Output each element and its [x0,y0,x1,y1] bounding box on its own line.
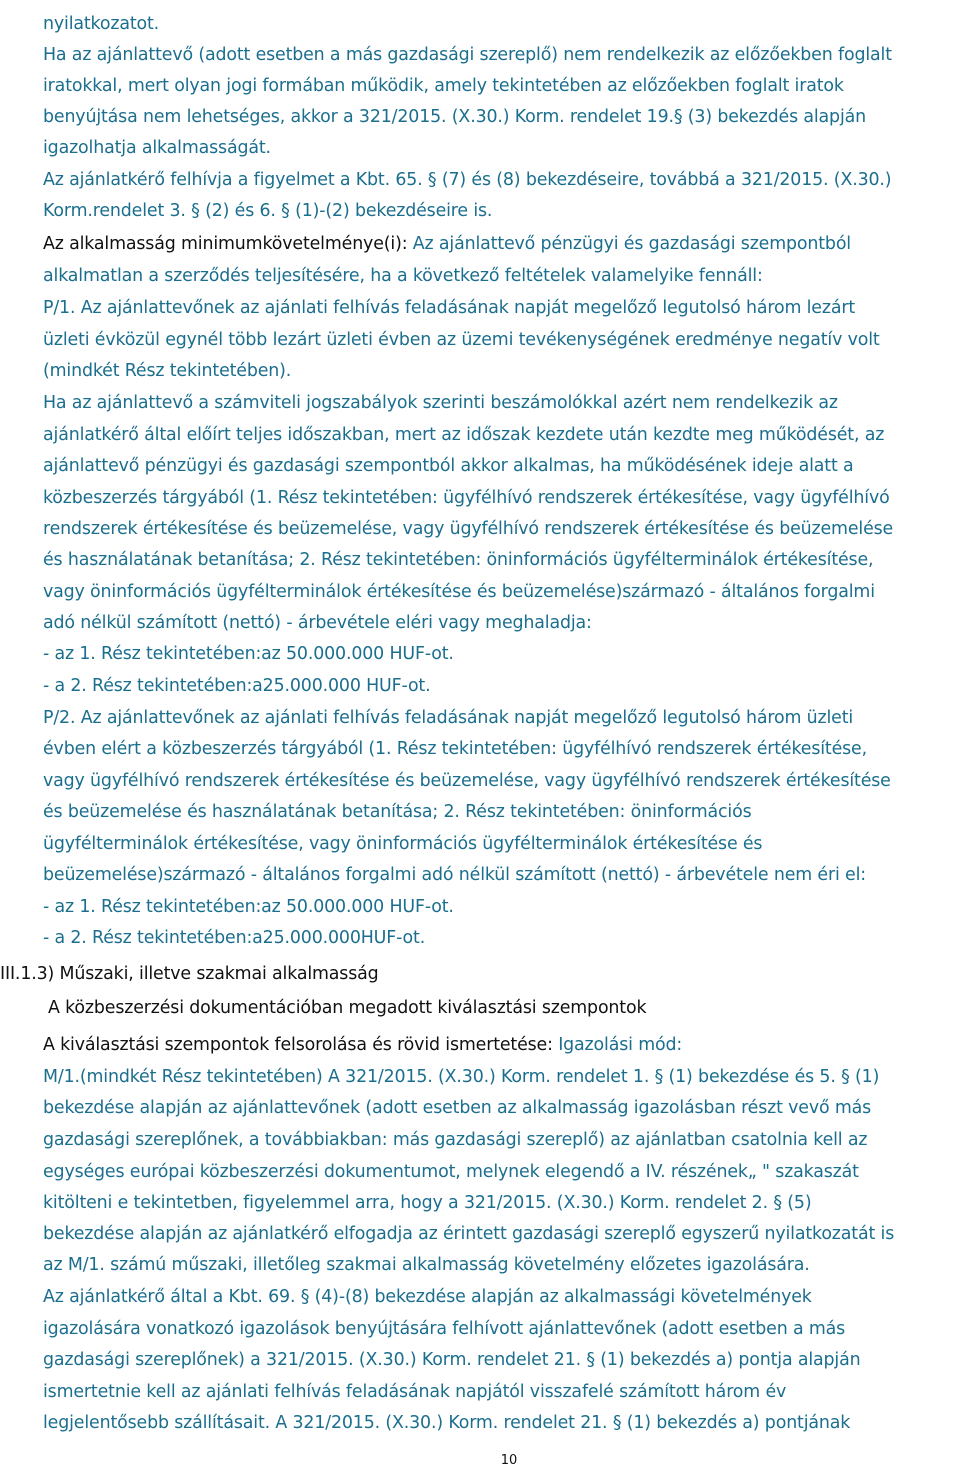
text-line [43,1411,850,1435]
body-text: legjelentősebb szállításait. A 321/2015. (X.30.) Korm. rendelet 21. § (1) bekezdés a) pontjának [43,1413,851,1433]
text-line [43,642,454,666]
body-text: Az ajánlatkérő felhívja a figyelmet a Kbt. 65. § (7) és (8) bekezdéseire, továbbá a 321/2015. (X.30.) [43,170,892,190]
text-line [43,611,592,635]
text-line [43,423,884,447]
body-text: ismertetnie kell az ajánlati felhívás feladásának napjától visszafelé számított három év [43,1382,787,1402]
text-line [43,328,880,352]
label-text: Az alkalmasság minimumkövetelménye(i): [43,234,413,254]
text-line [43,199,492,223]
body-text: rendszerek értékesítése és beüzemelése, vagy ügyfélhívó rendszerek értékesítése és beüzemelése [43,519,894,539]
text-line [43,359,291,383]
text-line [43,706,853,730]
body-text: benyújtása nem lehetséges, akkor a 321/2015. (X.30.) Korm. rendelet 19.§ (3) bekezdés alapján [43,107,866,127]
text-line [43,674,430,698]
label-text: A kiválasztási szempontok felsorolása és rövid ismertetése: [43,1035,559,1055]
text-line [43,548,873,572]
body-text: Korm.rendelet 3. § (2) és 6. § (1)-(2) bekezdéseire is. [43,201,493,221]
body-text: az M/1. számú műszaki, illetőleg szakmai alkalmasság követelmény előzetes igazolására. [43,1255,810,1275]
text-line [43,1348,861,1372]
body-text: és használatának betanítása; 2. Rész tekintetében: öninformációs ügyfélterminálok értékesítése, [43,550,874,570]
body-text: nyilatkozatot. [43,14,160,34]
label-text: A közbeszerzési dokumentációban megadott kiválasztási szempontok [48,998,647,1018]
text-line [43,1065,879,1089]
text-line [43,926,425,950]
text-line [43,12,159,36]
text-line [43,832,762,856]
body-text: és beüzemelése és használatának betanítása; 2. Rész tekintetében: öninformációs [43,802,752,822]
body-text: vagy öninformációs ügyfélterminálok értékesítése és beüzemelése)származó - általános forgalmi [43,582,875,602]
body-text: Ha az ajánlattevő (adott esetben a más gazdasági szereplő) nem rendelkezik az előzőekben foglalt [43,45,892,65]
text-line [43,1160,859,1184]
text-line [43,105,866,129]
text-line [43,232,851,256]
page-number: 10 [500,1453,518,1468]
text-line [43,454,854,478]
text-line [43,737,867,761]
text-line [43,1222,894,1246]
body-text: egységes európai közbeszerzési dokumentumot, melynek elegendő a IV. részének„ " szakaszát [43,1162,859,1182]
body-text: igazolhatja alkalmasságát. [43,138,271,158]
body-text: vagy ügyfélhívó rendszerek értékesítése és beüzemelése, vagy ügyfélhívó rendszerek értékesítése [43,771,891,791]
text-line [43,895,454,919]
body-text: beüzemelése)származó - általános forgalmi adó nélkül számított (nettó) - árbevétele nem éri el: [43,865,866,885]
body-text: bekezdése alapján az ajánlatkérő elfogadja az érintett gazdasági szereplő egyszerű nyilatkozatát is [43,1224,895,1244]
text-line [43,74,844,98]
body-text: (mindkét Rész tekintetében). [43,361,292,381]
text-line [43,1128,867,1152]
text-line [43,1191,811,1215]
section-heading [0,962,379,986]
text-line [43,863,866,887]
text-line [43,580,875,604]
body-text: - a 2. Rész tekintetében:a25.000.000 HUF-ot. [43,676,431,696]
body-text: üzleti évközül egynél több lezárt üzleti évben az üzemi tevékenységének eredménye negatív volt [43,330,880,350]
text-line [43,1380,786,1404]
text-line [43,517,893,541]
text-line [43,800,752,824]
body-text: Ha az ajánlattevő a számviteli jogszabályok szerinti beszámolókkal azért nem rendelkezik az [43,393,838,413]
body-text: iratokkal, mert olyan jogi formában működik, amely tekintetében az előzőekben foglalt iratok [43,76,844,96]
text-line [43,1317,845,1341]
text-line [43,43,892,67]
body-text: ajánlattevő pénzügyi és gazdasági szempontból akkor alkalmas, ha működésének ideje alatt a [43,456,854,476]
body-text: - az 1. Rész tekintetében:az 50.000.000 HUF-ot. [43,897,454,917]
text-line [43,264,763,288]
text-line [43,769,891,793]
body-text: kitölteni e tekintetben, figyelemmel arra, hogy a 321/2015. (X.30.) Korm. rendelet 2. § (5) [43,1193,812,1213]
body-text: Az ajánlatkérő által a Kbt. 69. § (4)-(8) bekezdése alapján az alkalmassági követelmények [43,1287,812,1307]
body-text: M/1.(mindkét Rész tekintetében) A 321/2015. (X.30.) Korm. rendelet 1. § (1) bekezdése és 5. § (1) [43,1067,880,1087]
body-text: adó nélkül számított (nettó) - árbevétele eléri vagy meghaladja: [43,613,592,633]
text-line [43,1253,810,1277]
body-text: igazolására vonatkozó igazolások benyújtására felhívott ajánlattevőnek (adott esetben a más [43,1319,846,1339]
body-text: közbeszerzés tárgyából (1. Rész tekintetében: ügyfélhívó rendszerek értékesítése, vagy ügyfélhívó [43,488,890,508]
text-line [43,1096,871,1120]
body-text: ajánlatkérő által előírt teljes időszakban, mert az időszak kezdete után kezdte meg működését, az [43,425,885,445]
text-line [43,136,271,160]
body-text: - az 1. Rész tekintetében:az 50.000.000 HUF-ot. [43,644,454,664]
text-line [43,168,891,192]
body-text: évben elért a közbeszerzés tárgyából (1. Rész tekintetében: ügyfélhívó rendszerek értékesítése, [43,739,867,759]
body-text: alkalmatlan a szerződés teljesítésére, ha a következő feltételek valamelyike fennáll: [43,266,763,286]
text-line [43,1033,682,1057]
subsection-heading [48,996,646,1020]
body-text: bekezdése alapján az ajánlattevőnek (adott esetben az alkalmasság igazolásban részt vevő más [43,1098,872,1118]
body-text: P/1. Az ajánlattevőnek az ajánlati felhívás feladásának napját megelőző legutolsó három lezárt [43,298,856,318]
text-line [43,391,838,415]
body-text: Igazolási mód: [558,1035,683,1055]
body-text: - a 2. Rész tekintetében:a25.000.000HUF-ot. [43,928,426,948]
body-text: gazdasági szereplőnek, a továbbiakban: más gazdasági szereplő) az ajánlatban csatolnia kell az [43,1130,868,1150]
body-text: ügyfélterminálok értékesítése, vagy öninformációs ügyfélterminálok értékesítése és [43,834,763,854]
body-text: Az ajánlattevő pénzügyi és gazdasági szempontból [412,234,851,254]
text-line [43,486,890,510]
label-text: III.1.3) Műszaki, illetve szakmai alkalmasság [0,964,379,984]
body-text: P/2. Az ajánlattevőnek az ajánlati felhívás feladásának napját megelőző legutolsó három üzleti [43,708,854,728]
body-text: gazdasági szereplőnek) a 321/2015. (X.30.) Korm. rendelet 21. § (1) bekezdés a) pontja alapján [43,1350,861,1370]
text-line [43,1285,812,1309]
text-line [43,296,855,320]
